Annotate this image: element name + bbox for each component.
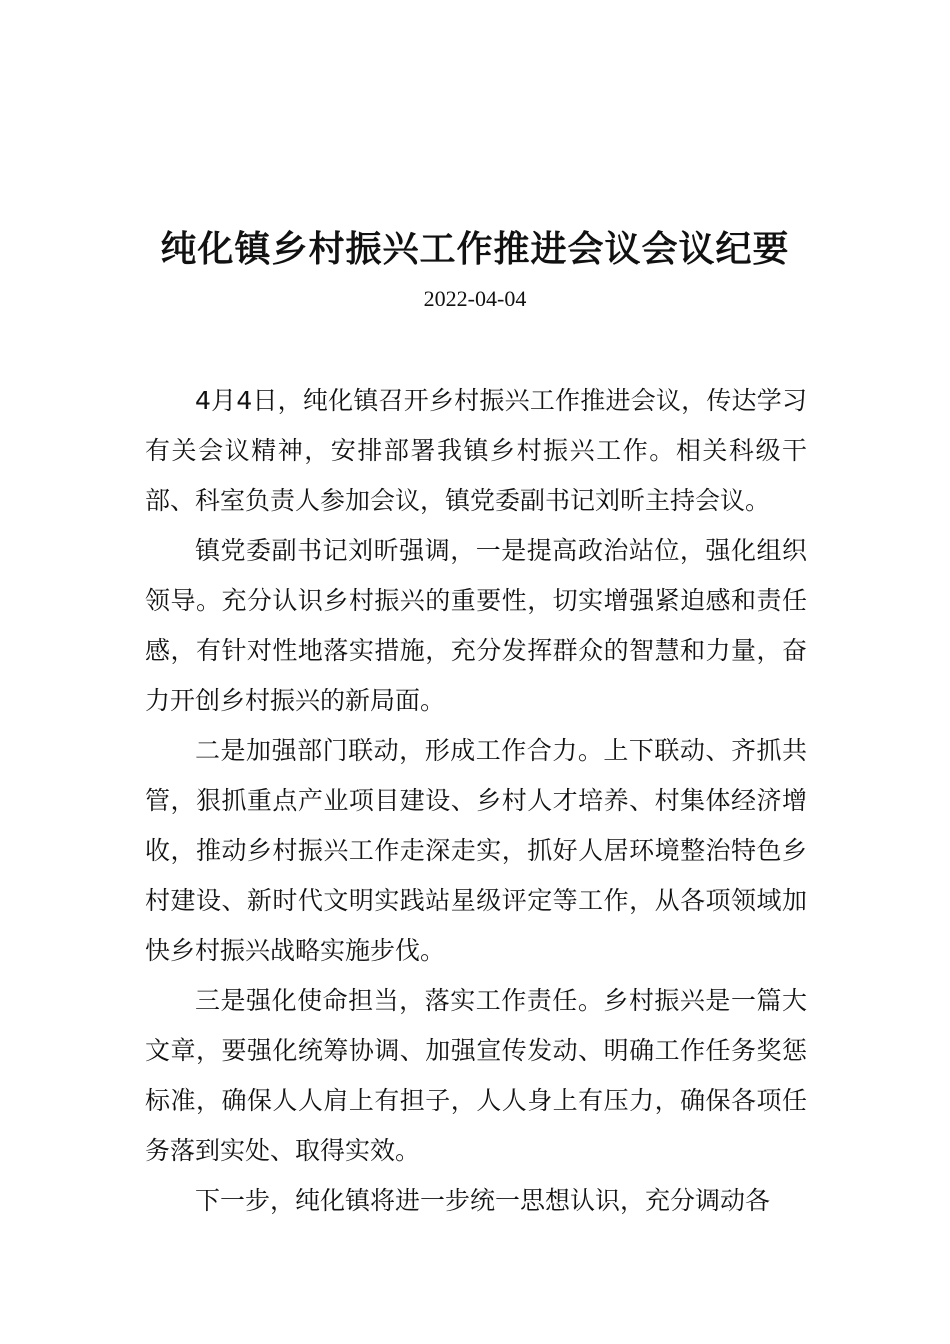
paragraph-responsibility: 三是强化使命担当，落实工作责任。乡村振兴是一篇大文章，要强化统筹协调、加强宣传发动、明确工作任务奖惩标准，确保人人肩上有担子，人人身上有压力，确保各项任务落到实处、取得实效。	[145, 986, 807, 1165]
paragraph-political-stance: 镇党委副书记刘昕强调，一是提高政治站位，强化组织领导。充分认识乡村振兴的重要性，切实增强紧迫感和责任感，有针对性地落实措施，充分发挥群众的智慧和力量，奋力开创乡村振兴的新局面。	[145, 536, 807, 715]
paragraph-next-steps: 下一步，纯化镇将进一步统一思想认识，充分调动各	[195, 1186, 771, 1215]
document-body	[145, 376, 807, 1226]
document-date: 2022-04-04	[423, 286, 527, 311]
document-title: 纯化镇乡村振兴工作推进会议会议纪要	[160, 229, 790, 270]
paragraph-department-coordination: 二是加强部门联动，形成工作合力。上下联动、齐抓共管，狠抓重点产业项目建设、乡村人才培养、村集体经济增收，推动乡村振兴工作走深走实，抓好人居环境整治特色乡村建设、新时代文明实践站星级评定等工作，从各项领域加快乡村振兴战略实施步伐。	[145, 736, 807, 965]
paragraph-meeting-overview: 4月4日，纯化镇召开乡村振兴工作推进会议，传达学习有关会议精神，安排部署我镇乡村振兴工作。相关科级干部、科室负责人参加会议，镇党委副书记刘昕主持会议。	[145, 386, 807, 515]
